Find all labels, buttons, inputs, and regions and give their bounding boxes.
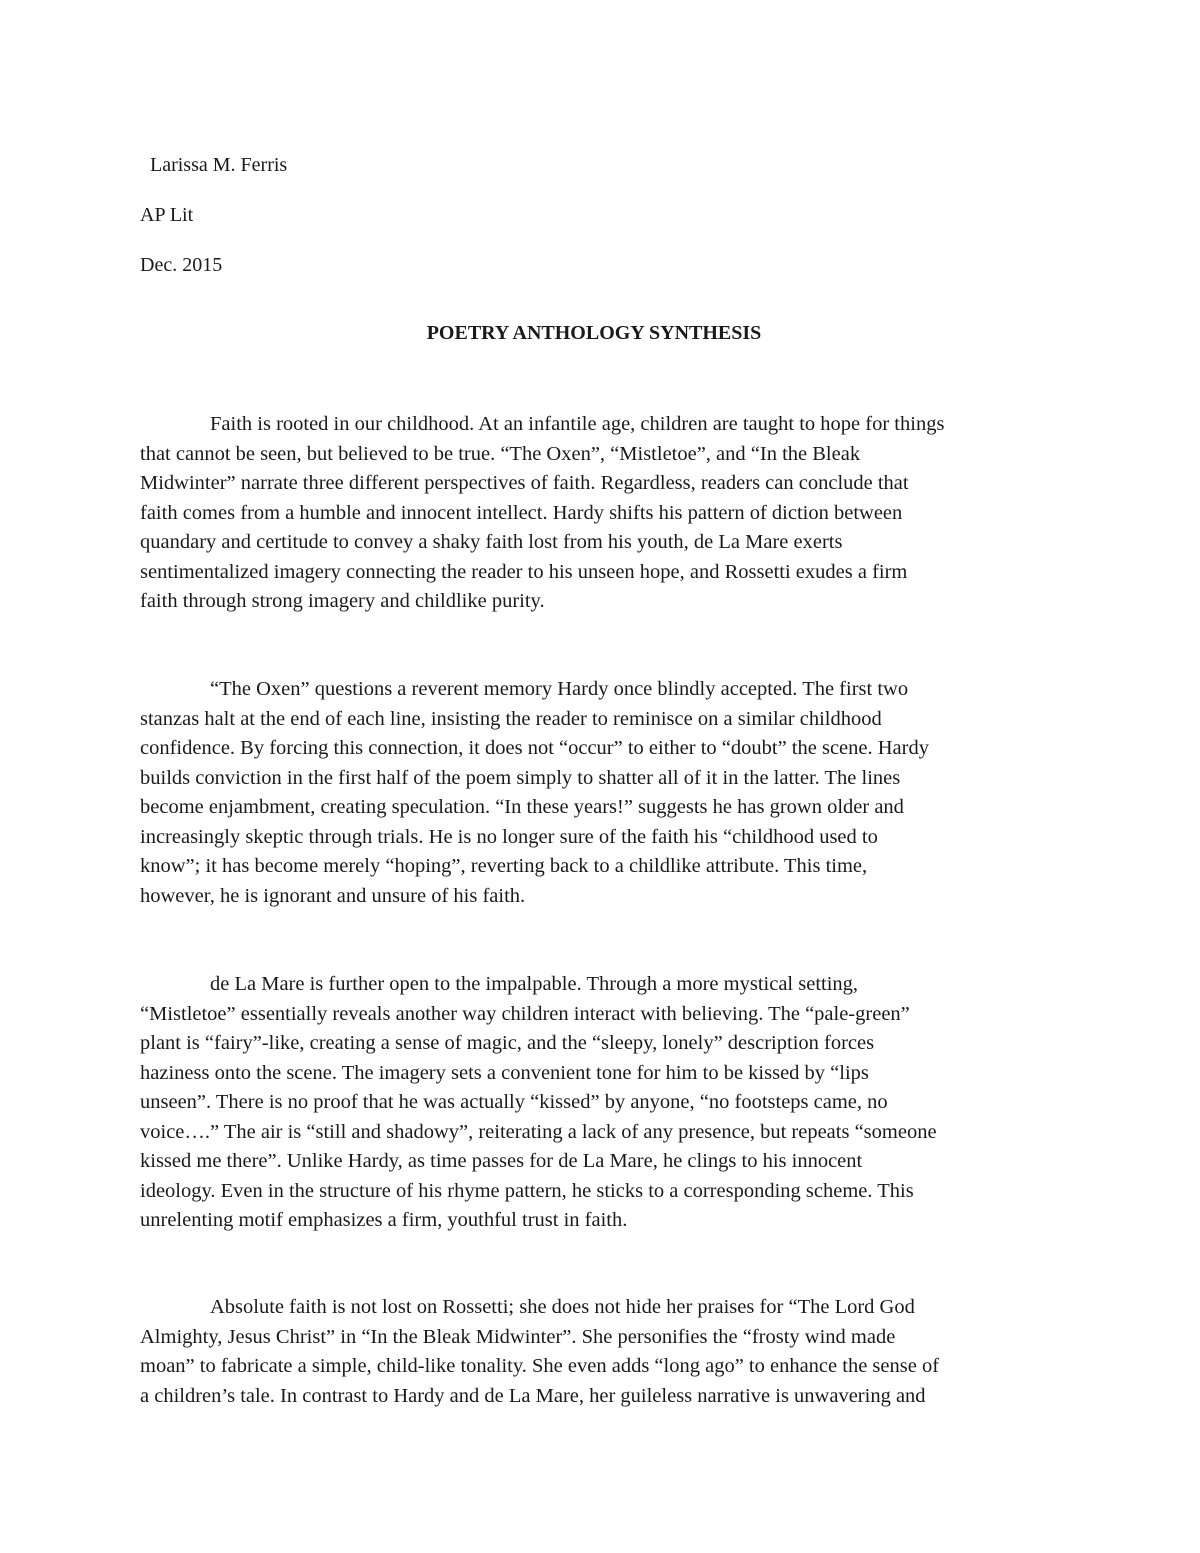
paragraph-4 [140,1293,1200,1411]
paragraph-line: that cannot be seen, but believed to be true. “The Oxen”, “Mistletoe”, and “In the Bleak [140,442,861,465]
paragraph-line: faith through strong imagery and childlike purity. [140,590,545,612]
paragraph-line: builds conviction in the first half of the poem simply to shatter all of it in the latter. The lines [140,766,901,789]
document-title: POETRY ANTHOLOGY SYNTHESIS [426,322,762,344]
paragraph-line: ideology. Even in the structure of his rhyme pattern, he sticks to a corresponding scheme. This [140,1179,914,1202]
header-block [140,140,287,290]
paragraph-line: moan” to fabricate a simple, child-like tonality. She even adds “long ago” to enhance the sense of [140,1355,940,1377]
paragraph-line: become enjambment, creating speculation. “In these years!” suggests he has grown older and [140,796,904,818]
paragraph-line: “The Oxen” questions a reverent memory Hardy once blindly accepted. The first two [210,678,909,700]
paragraph-line: know”; it has become merely “hoping”, reverting back to a childlike attribute. This time, [140,855,868,877]
paragraph-line: “Mistletoe” essentially reveals another way children interact with believing. The “pale-green” [140,1002,910,1025]
paragraph-line: Midwinter” narrate three different perspectives of faith. Regardless, readers can conclude that [140,472,909,494]
paragraph-line: voice….” The air is “still and shadowy”, reiterating a lack of any presence, but repeats “someone [140,1120,937,1143]
author-name: Larissa M. Ferris [150,154,288,176]
paragraph-line: increasingly skeptic through trials. He is no longer sure of the faith his “childhood used to [140,825,878,848]
paragraph-line: Almighty, Jesus Christ” in “In the Bleak Midwinter”. She personifies the “frosty wind made [140,1325,896,1348]
paragraph-3 [140,970,1200,1236]
paragraph-line: unrelenting motif emphasizes a firm, youthful trust in faith. [140,1209,628,1231]
paragraph-line: Faith is rooted in our childhood. At an infantile age, children are taught to hope for things [210,413,945,435]
paragraph-line: sentimentalized imagery connecting the reader to his unseen hope, and Rossetti exudes a firm [140,560,908,583]
paragraph-line: confidence. By forcing this connection, it does not “occur” to either to “doubt” the scene. Hardy [140,737,929,759]
paragraph-line: quandary and certitude to convey a shaky faith lost from his youth, de La Mare exerts [140,531,843,553]
paragraph-line: stanzas halt at the end of each line, insisting the reader to reminisce on a similar childhood [140,707,882,730]
paragraph-1 [140,410,1200,617]
paragraph-line: unseen”. There is no proof that he was actually “kissed” by anyone, “no footsteps came, no [140,1091,888,1113]
paragraph-line: plant is “fairy”-like, creating a sense of magic, and the “sleepy, lonely” description forces [140,1032,875,1054]
paragraph-line: haziness onto the scene. The imagery sets a convenient tone for him to be kissed by “lips [140,1061,869,1084]
date: Dec. 2015 [140,254,223,276]
paragraph-2 [140,675,1200,911]
paragraph-line: however, he is ignorant and unsure of his faith. [140,884,526,907]
paragraph-line: kissed me there”. Unlike Hardy, as time passes for de La Mare, he clings to his innocent [140,1150,863,1172]
paragraph-line: de La Mare is further open to the impalpable. Through a more mystical setting, [210,973,859,995]
course-name: AP Lit [140,204,194,226]
paragraph-line: faith comes from a humble and innocent intellect. Hardy shifts his pattern of diction between [140,501,903,524]
paragraph-line: Absolute faith is not lost on Rossetti; she does not hide her praises for “The Lord God [210,1296,915,1318]
paragraph-line: a children’s tale. In contrast to Hardy and de La Mare, her guileless narrative is unwavering and [140,1384,926,1407]
